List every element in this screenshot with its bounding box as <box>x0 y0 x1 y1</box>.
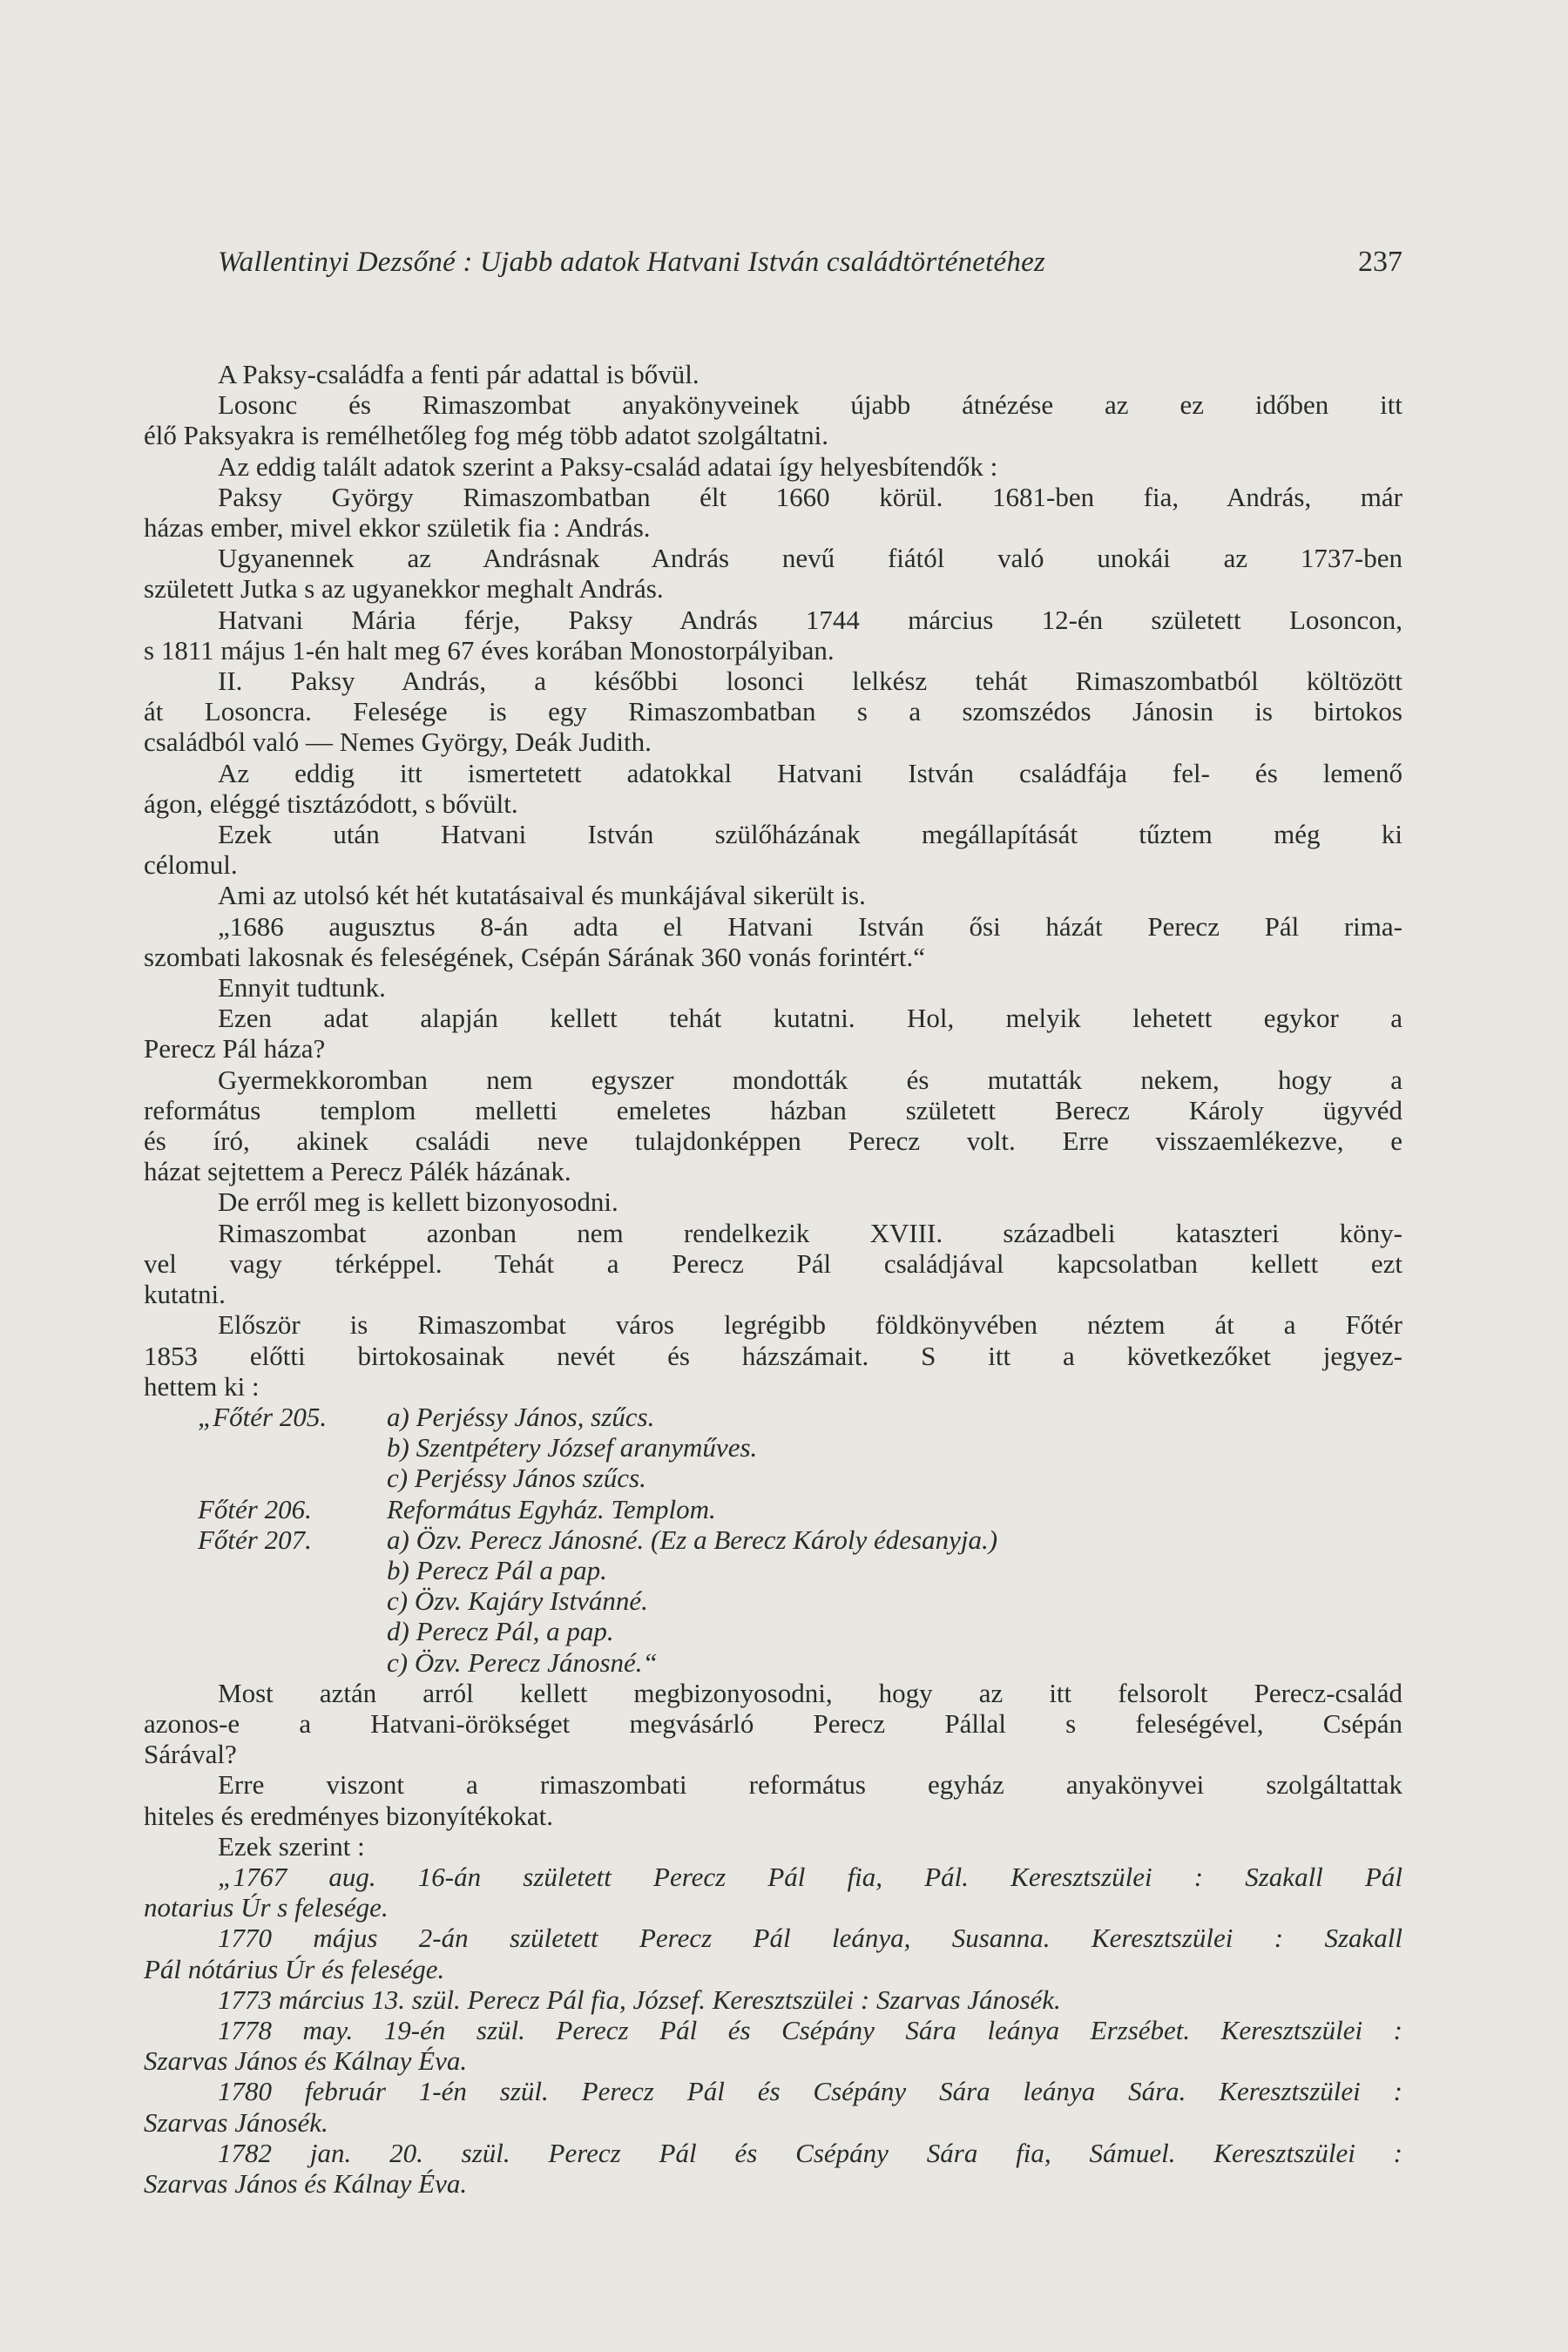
owner-entry: c) Özv. Perecz Jánosné.“ <box>387 1646 658 1678</box>
house-number-label <box>144 1616 387 1646</box>
paragraph <box>144 1309 1402 1402</box>
list-item <box>144 1647 1402 1678</box>
text-line: Ezek után Hatvani István szülőházának megállapítását tűztem még ki <box>218 819 1402 850</box>
text-line: és író, akinek családi neve tulajdonképpen Perecz volt. Erre visszaemlékezve, e <box>144 1125 1402 1157</box>
paragraph <box>144 389 1402 450</box>
text-line: Sárával? <box>144 1739 237 1770</box>
house-number-label <box>144 1432 387 1463</box>
text-line: Szarvas Jánosék. <box>144 2106 328 2138</box>
text-line: 1770 május 2-án született Perecz Pál leánya, Susanna. Keresztszülei : Szakall <box>218 1923 1402 1954</box>
text-line: 1773 március 13. szül. Perecz Pál fia, József. Keresztszülei : Szarvas Jánosék. <box>218 1984 1061 2015</box>
paragraph <box>144 543 1402 604</box>
paragraph <box>144 972 1402 1003</box>
house-number-label <box>144 1585 387 1616</box>
text-line: szombati lakosnak és feleségének, Csépán Sárának 360 vonás forintért.“ <box>144 941 925 972</box>
text-line: Most aztán arról kellett megbizonyosodni, hogy az itt felsorolt Perecz-család <box>218 1677 1402 1708</box>
owner-entry: a) Perjéssy János, szűcs. <box>387 1401 655 1432</box>
text-line: ágon, eléggé tisztázódott, s bővült. <box>144 787 518 819</box>
page-body <box>144 359 1402 2199</box>
text-line: „1767 aug. 16-án született Perecz Pál fia, Pál. Keresztszülei : Szakall Pál <box>218 1861 1402 1892</box>
house-number-label: Főtér 206. <box>198 1493 312 1524</box>
text-line: Hatvani Mária férje, Paksy András 1744 március 12-én született Losoncon, <box>218 604 1402 635</box>
text-line: református templom melletti emeletes házban született Berecz Károly ügyvéd <box>144 1094 1402 1125</box>
paragraph <box>144 1003 1402 1064</box>
house-number-label <box>144 1647 387 1678</box>
register-entry-paragraph <box>144 2138 1402 2199</box>
list-item <box>144 1463 1402 1493</box>
paragraph <box>144 880 1402 910</box>
list-item <box>144 1402 1402 1432</box>
paragraph <box>144 819 1402 880</box>
owner-entry: Református Egyház. Templom. <box>387 1493 716 1524</box>
text-line: Gyermekkoromban nem egyszer mondották és mutatták nekem, hogy a <box>218 1064 1402 1095</box>
text-line: Ezek szerint : <box>218 1830 365 1862</box>
text-line: 1778 may. 19-én szül. Perecz Pál és Csépány Sára leánya Erzsébet. Keresztszülei : <box>218 2014 1402 2045</box>
text-line: 1853 előtti birtokosainak nevét és házszámait. S itt a következőket jegyez- <box>144 1340 1402 1371</box>
text-line: 1780 február 1-én szül. Perecz Pál és Csépány Sára leánya Sára. Keresztszülei : <box>218 2076 1402 2107</box>
text-line: Szarvas János és Kálnay Éva. <box>144 2167 468 2199</box>
list-item <box>144 1524 1402 1555</box>
list-item <box>144 1616 1402 1646</box>
owner-entry: b) Perecz Pál a pap. <box>387 1554 607 1585</box>
paragraph <box>144 1831 1402 1862</box>
paragraph <box>144 451 1402 482</box>
text-line: Ezen adat alapján kellett tehát kutatni. Hol, melyik lehetett egykor a <box>218 1003 1402 1034</box>
list-item <box>144 1494 1402 1524</box>
house-number-label <box>144 1463 387 1493</box>
text-line: házas ember, mivel ekkor születik fia : András. <box>144 512 651 544</box>
text-line: célomul. <box>144 849 238 881</box>
running-title: Wallentinyi Dezsőné : Ujabb adatok Hatvani István családtörténetéhez <box>218 247 1045 278</box>
register-entry-paragraph <box>144 1862 1402 1923</box>
text-line: s 1811 május 1-én halt meg 67 éves korában Monostorpályiban. <box>144 634 835 666</box>
register-entry-paragraph <box>144 2015 1402 2076</box>
paragraph <box>144 605 1402 666</box>
text-line: Az eddig itt ismertetett adatokkal Hatvani István családfája fel- és lemenő <box>218 757 1402 788</box>
paragraph <box>144 359 1402 389</box>
paragraph <box>144 911 1402 972</box>
house-number-label: „Főtér 205. <box>198 1401 328 1432</box>
paragraph <box>144 1064 1402 1187</box>
text-line: vel vagy térképpel. Tehát a Perecz Pál családjával kapcsolatban kellett ezt <box>144 1247 1402 1279</box>
text-line: Ami az utolsó két hét kutatásaival és munkájával sikerült is. <box>218 880 866 911</box>
text-line: házat sejtettem a Perecz Pálék házának. <box>144 1156 571 1187</box>
owner-entry: c) Özv. Kajáry Istvánné. <box>387 1585 648 1617</box>
text-line: Rimaszombat azonban nem rendelkezik XVIII. századbeli kataszteri köny- <box>218 1217 1402 1248</box>
text-line: azonos-e a Hatvani-örökséget megvásárló Perecz Pállal s feleségével, Csépán <box>144 1707 1402 1739</box>
list-item <box>144 1585 1402 1616</box>
paragraph <box>144 1186 1402 1217</box>
text-line: Ugyanennek az Andrásnak András nevű fiától való unokái az 1737-ben <box>218 543 1402 574</box>
text-line: Losonc és Rimaszombat anyakönyveinek újabb átnézése az ez időben itt <box>218 389 1402 421</box>
paragraph <box>144 1769 1402 1830</box>
register-entry-paragraph <box>144 1984 1402 2015</box>
house-number-label: Főtér 207. <box>198 1524 312 1555</box>
text-line: Szarvas János és Kálnay Éva. <box>144 2045 468 2077</box>
owner-entry: a) Özv. Perecz Jánosné. (Ez a Berecz Károly édesanyja.) <box>387 1524 998 1555</box>
text-line: II. Paksy András, a későbbi losonci lelkész tehát Rimaszombatból költözött <box>218 666 1402 697</box>
paragraph <box>144 482 1402 543</box>
paragraph <box>144 666 1402 758</box>
list-item <box>144 1432 1402 1463</box>
text-line: Az eddig talált adatok szerint a Paksy-család adatai így helyesbítendők : <box>218 450 998 482</box>
text-line: Perecz Pál háza? <box>144 1033 326 1064</box>
text-line: Pál nótárius Úr és felesége. <box>144 1953 445 1984</box>
text-line: Paksy György Rimaszombatban élt 1660 körül. 1681-ben fia, András, már <box>218 481 1402 512</box>
page-number: 237 <box>1358 246 1402 278</box>
text-line: Erre viszont a rimaszombati református egyház anyakönyvei szolgáltattak <box>218 1769 1402 1801</box>
owner-entry: b) Szentpétery József aranyműves. <box>387 1432 758 1463</box>
text-line: De erről meg is kellett bizonyosodni. <box>218 1186 618 1218</box>
text-line: A Paksy-családfa a fenti pár adattal is bővül. <box>218 359 700 389</box>
owner-entry: d) Perecz Pál, a pap. <box>387 1616 614 1647</box>
text-line: kutatni. <box>144 1279 226 1310</box>
register-entry-paragraph <box>144 1923 1402 1984</box>
paragraph <box>144 1678 1402 1770</box>
running-header <box>218 246 1402 279</box>
paragraph <box>144 758 1402 819</box>
property-list <box>144 1402 1402 1678</box>
text-line: át Losoncra. Felesége is egy Rimaszombatban s a szomszédos Jánosin is birtokos <box>144 696 1402 727</box>
text-line: hettem ki : <box>144 1370 260 1402</box>
text-line: Ennyit tudtunk. <box>218 972 386 1004</box>
paragraph <box>144 1218 1402 1310</box>
text-line: élő Paksyakra is remélhetőleg fog még több adatot szolgáltatni. <box>144 420 828 451</box>
text-line: hiteles és eredményes bizonyítékokat. <box>144 1800 554 1831</box>
text-line: notarius Úr s felesége. <box>144 1892 389 1923</box>
text-line: családból való — Nemes György, Deák Judith. <box>144 727 652 758</box>
register-entry-paragraph <box>144 2076 1402 2137</box>
text-line: Először is Rimaszombat város legrégibb földkönyvében néztem át a Főtér <box>218 1309 1402 1341</box>
list-item <box>144 1555 1402 1585</box>
text-line: 1782 jan. 20. szül. Perecz Pál és Csépány Sára fia, Sámuel. Keresztszülei : <box>218 2137 1402 2168</box>
text-line: született Jutka s az ugyanekkor meghalt András. <box>144 573 664 605</box>
house-number-label <box>144 1555 387 1585</box>
owner-entry: c) Perjéssy János szűcs. <box>387 1463 646 1494</box>
text-line: „1686 augusztus 8-án adta el Hatvani István ősi házát Perecz Pál rima- <box>218 910 1402 942</box>
